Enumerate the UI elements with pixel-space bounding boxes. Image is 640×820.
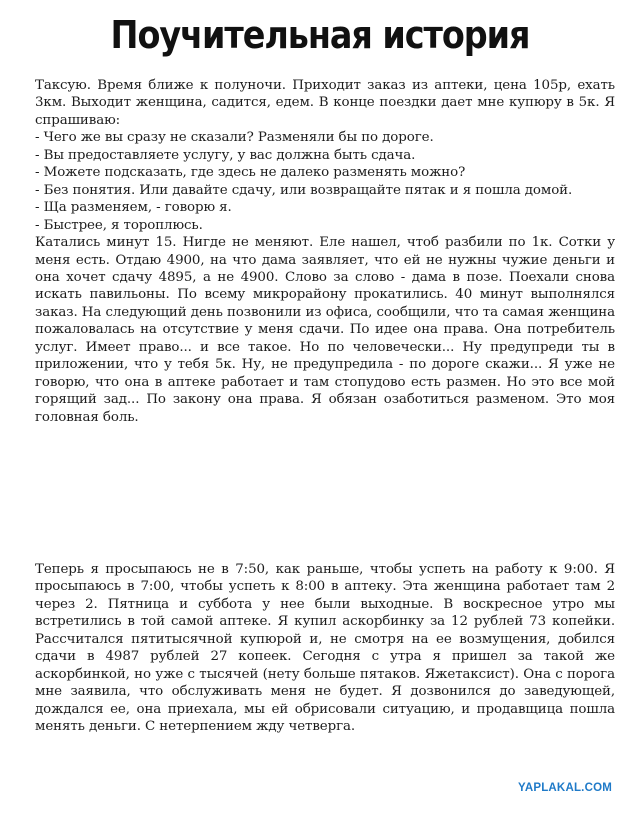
page-title: Поучительная история [110, 13, 530, 57]
text-line: Катались минут 15. Нигде не меняют. Еле нашел, чтоб разбили по 1к. Сотки у меня есть. Отдаю 4900, на что дама заявляет, что ей не нужны чужие деньги и она хочет сдачу 4895, а не 4900. Слово за слово - дама в позе. Поехали снова искать павильоны. По всему микрорайону прокатились. 40 минут выполнялся заказ. На следующий день позвонили из офиса, сообщили, что та самая женщина пожаловалась на отсутствие у меня сдачи. По идее она права. Она потребитель услуг. Имеет право... и все такое. Но по человечески... Ну предупреди ты в приложении, что у тебя 5к. Ну, не предупредила - по дороге скажи... Я уже не говорю, что она в аптеке работает и там стопудово есть размен. Но это все мой горящий зад... По закону она права. Я обязан озаботиться разменом. Это моя головная боль. [35, 235, 615, 425]
dialogue-line: - Чего же вы сразу не сказали? Разменяли бы по дороге. [35, 130, 434, 146]
story-paragraph-second [35, 561, 615, 736]
text-line: Теперь я просыпаюсь не в 7:50, как раньше, чтобы успеть на работу к 9:00. Я просыпаюсь в 7:00, чтобы успеть к 8:00 в аптеку. Эта женщина работает там 2 через 2. Пятница и суббота у нее были выходные. В воскресное утро мы встретились в той самой аптеке. Я купил аскорбинку за 12 рублей 73 копейки. Рассчитался пятитысячной купюрой и, не смотря на ее возмущения, добился сдачи в 4987 рублей 27 копеек. Сегодня с утра я пришел за такой же аскорбинкой, но уже с тысячей (нету больше пятаков. Яжетаксист). Она с порога мне заявила, что обслуживать меня не будет. Я дозвонился до заведующей, дождался ее, она приехала, мы ей обрисовали ситуацию, и продавщица пошла менять деньги. С нетерпением жду четверга. [35, 562, 615, 735]
site-watermark: YAPLAKAL.COM [518, 782, 612, 794]
story-paragraph-first [35, 77, 615, 426]
dialogue-line: - Быстрее, я тороплюсь. [35, 217, 203, 233]
dialogue-line: - Можете подсказать, где здесь не далеко разменять можно? [35, 165, 466, 181]
dialogue-line: - Без понятия. Или давайте сдачу, или возвращайте пятак и я пошла домой. [35, 182, 573, 198]
dialogue-line: - Ща разменяем, - говорю я. [35, 200, 232, 216]
dialogue-line: - Вы предоставляете услугу, у вас должна быть сдача. [35, 147, 416, 163]
text-line: Таксую. Время ближе к полуночи. Приходит заказ из аптеки, цена 105р, ехать 3км. Выходит женщина, садится, едем. В конце поездки дает мне купюру в 5к. Я спрашиваю: [35, 78, 615, 128]
